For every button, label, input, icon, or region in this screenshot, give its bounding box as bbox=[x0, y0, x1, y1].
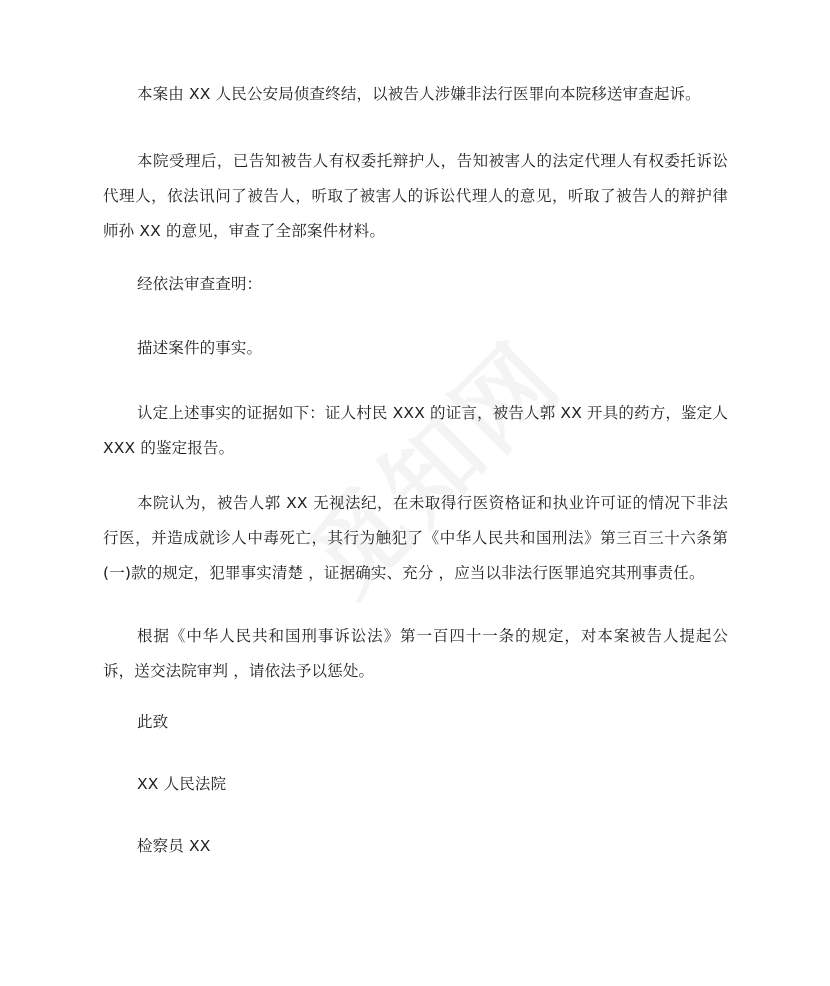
paragraph-evidence: 认定上述事实的证据如下：证人村民 XXX 的证言，被告人郭 XX 开具的药方，鉴定人 XXX 的鉴定报告。 bbox=[103, 404, 728, 457]
paragraph-court: XX 人民法院 bbox=[137, 775, 227, 793]
paragraph-prosecutor: 检察员 XX bbox=[137, 837, 211, 855]
paragraph-findings-intro: 经依法审查查明： bbox=[137, 275, 263, 293]
paragraph-case-origin: 本案由 XX 人民公安局侦查终结，以被告人涉嫌非法行医罪向本院移送审查起诉。 bbox=[137, 85, 701, 103]
paragraph-facts: 描述案件的事实。 bbox=[137, 339, 263, 357]
paragraph-opinion: 本院认为，被告人郭 XX 无视法纪，在未取得行医资格证和执业许可证的情况下非法行医，并造成就诊人中毒死亡，其行为触犯了《中华人民共和国刑法》第三百三十六条第(一)款的规定，犯罪事实清楚 ，证据确实、充分 ，应当以非法行医罪追究其刑事责任。 bbox=[103, 494, 728, 582]
paragraph-prosecution: 根据《中华人民共和国刑事诉讼法》第一百四十一条的规定，对本案被告人提起公诉，送交法院审判 ，请依法予以惩处。 bbox=[103, 627, 728, 680]
paragraph-procedure: 本院受理后，已告知被告人有权委托辩护人，告知被害人的法定代理人有权委托诉讼代理人，依法讯问了被告人，听取了被害人的诉讼代理人的意见，听取了被告人的辩护律师孙 XX 的意见，审查了全部案件材料。 bbox=[103, 152, 728, 240]
paragraph-salutation: 此致 bbox=[137, 713, 169, 731]
